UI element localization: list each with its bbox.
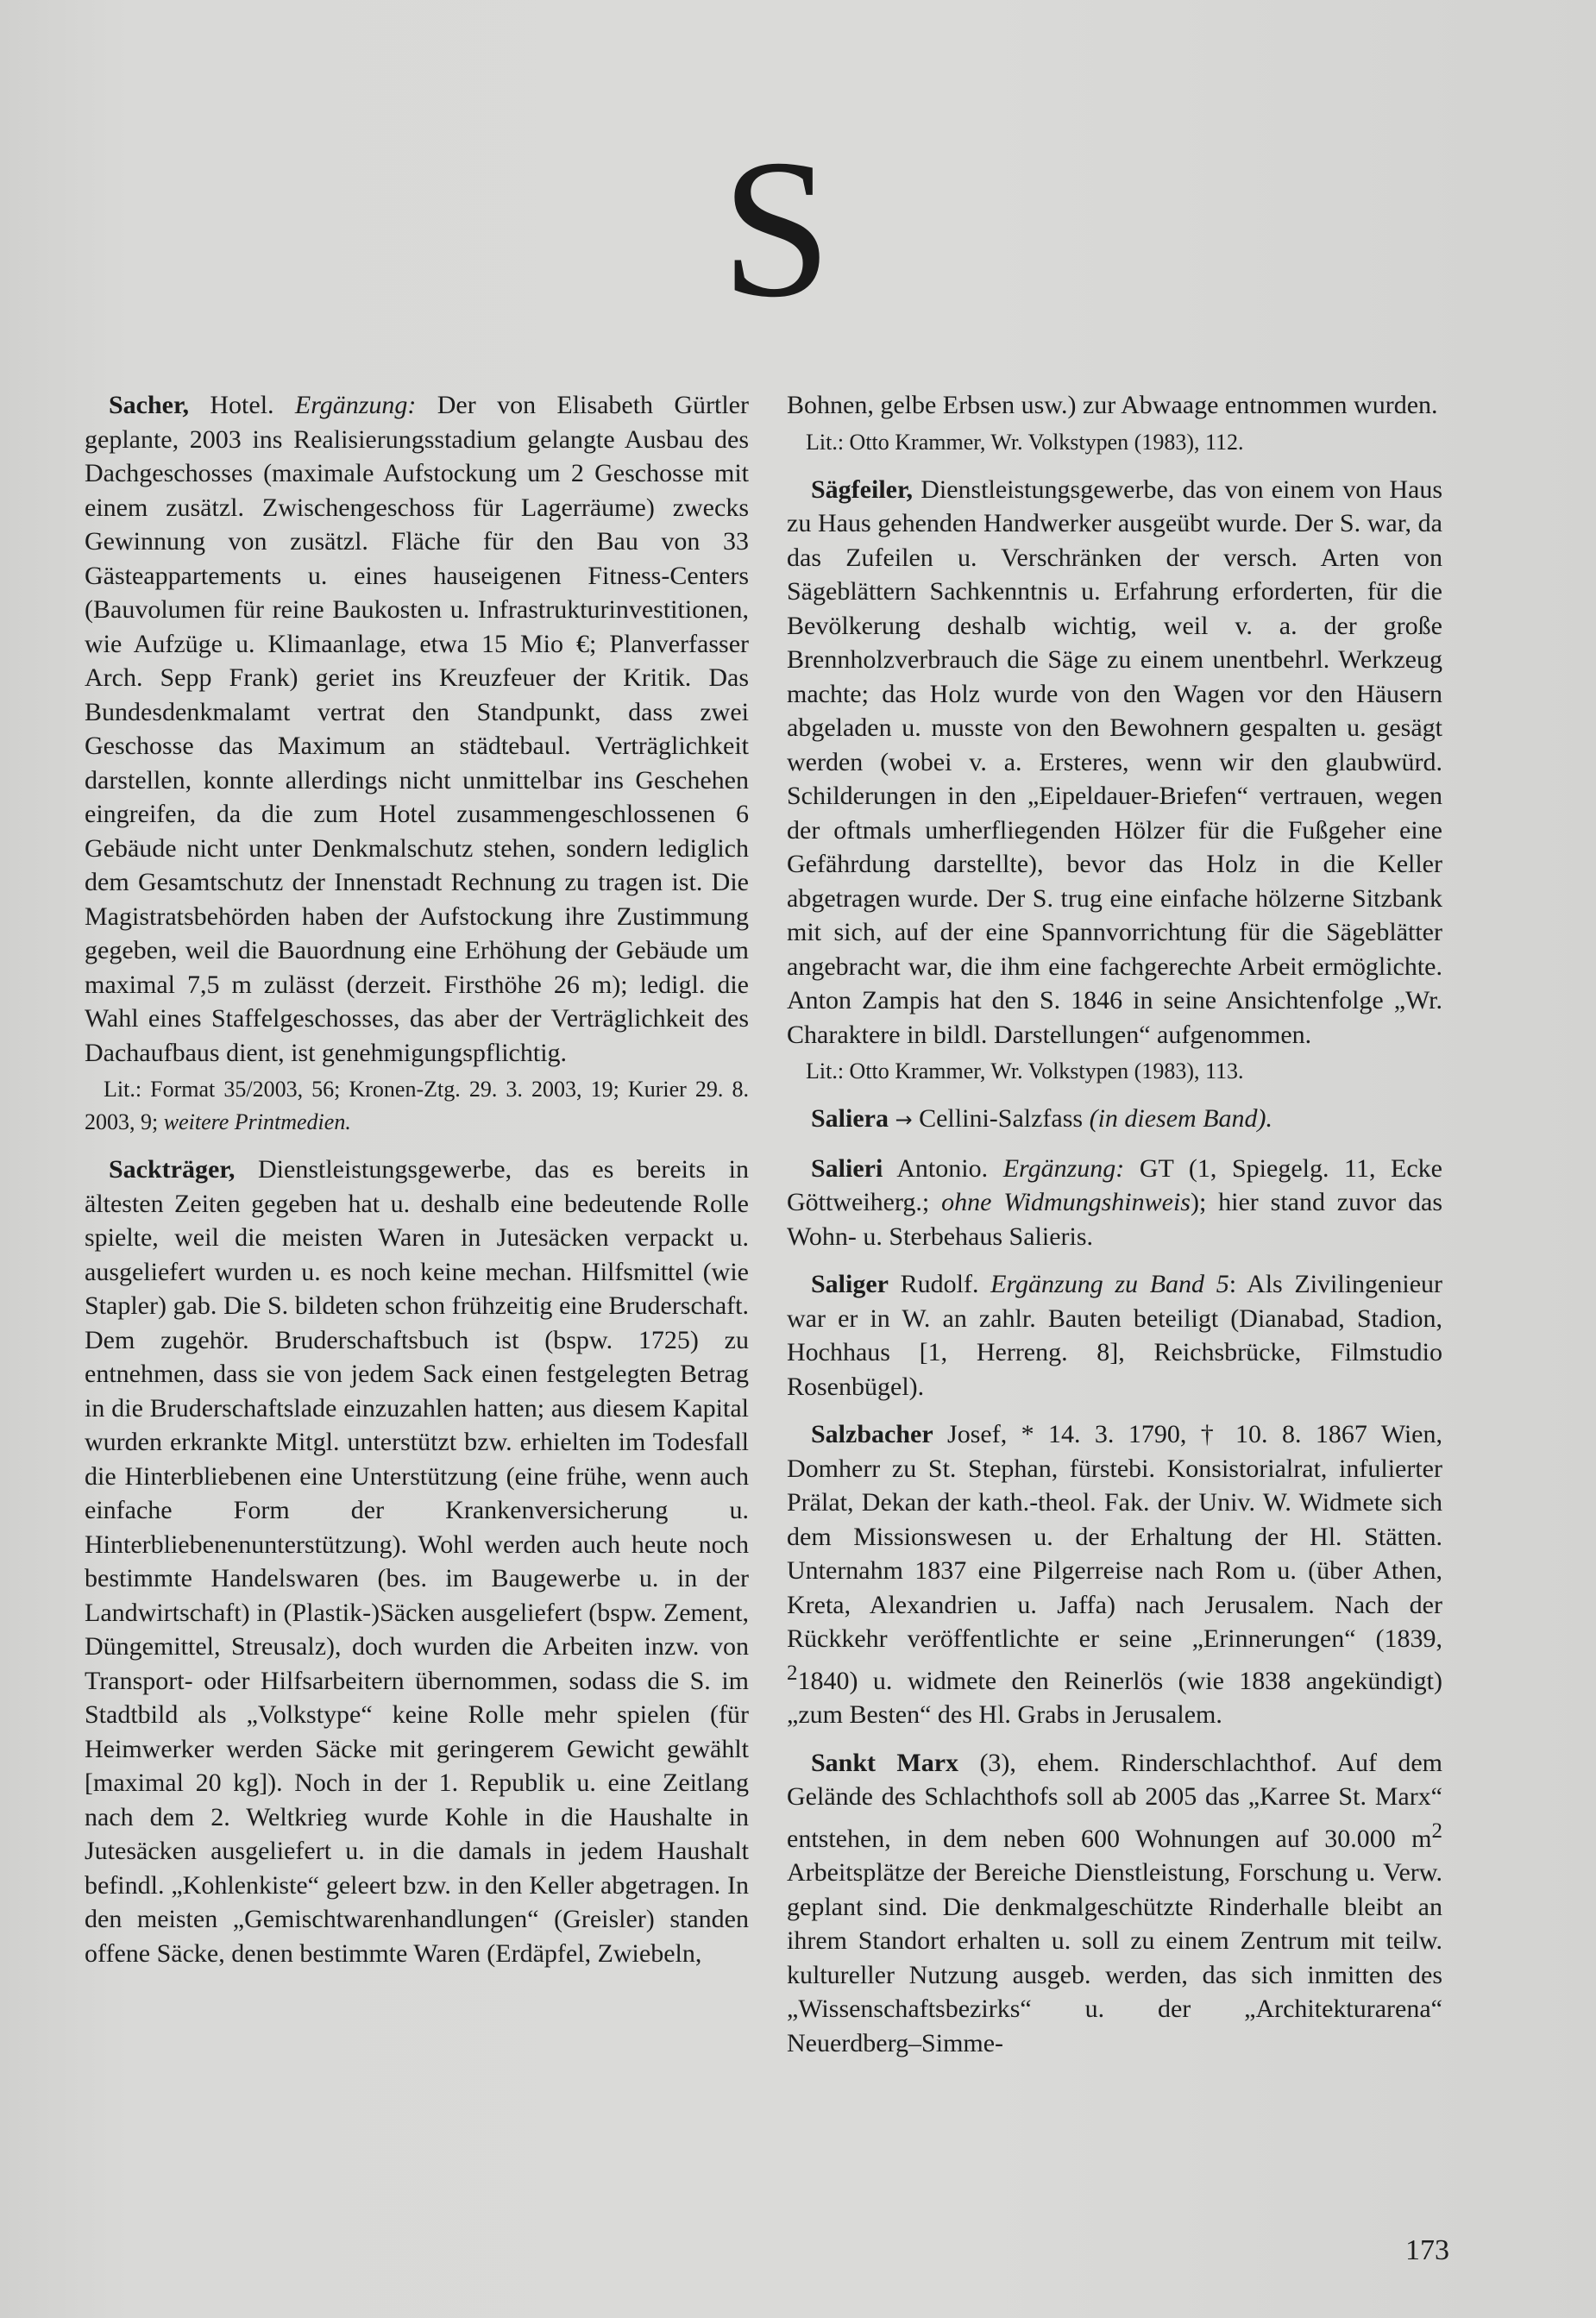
cross-reference-arrow-icon: → xyxy=(895,1108,913,1132)
headword: Sacher, xyxy=(109,391,190,419)
section-letter: S xyxy=(721,118,832,338)
headword: Salzbacher xyxy=(811,1420,933,1448)
entry-saliger: Saliger Rudolf. Ergänzung zu Band 5: Als Zivilingenieur war er in W. an zahlr. Bauten beteiligt (Dianabad, Stadion, Hochhaus [1, Herreng. 8], Reichsbrücke, Filmstudio Rosenbügel). xyxy=(787,1270,1442,1401)
literature-reference: Lit.: Otto Krammer, Wr. Volkstypen (1983), 113. xyxy=(806,1058,1244,1084)
entry-salieri: Salieri Antonio. Ergänzung: GT (1, Spiegelg. 11, Ecke Göttweiherg.; ohne Widmungshinweis); hier stand zuvor das Wohn- u. Sterbehaus Salieris. xyxy=(787,1153,1442,1251)
headword: Sackträger, xyxy=(109,1155,236,1184)
headword: Saliera xyxy=(811,1104,889,1133)
left-column xyxy=(85,388,749,1970)
entry-sankt-marx: Sankt Marx (3), ehem. Rinderschlachthof. Auf dem Gelände des Schlachthofs soll ab 2005 das „Karree St. Marx“ entstehen, in dem neben 600 Wohnungen auf 30.000 $m^2$ Arbeitsplätze der Bereiche Dienstleistung, Forschung u. Verw. geplant sind. Die denkmalgeschützte Rinderhalle bleibt an ihrem Standort erhalten u. soll zu einem Zentrum mit teilw. kultureller Nutzung ausgeb. werden, das sich inmitten des „Wissenschaftsbezirks“ u. der „Architekturarena“ Neuerdberg–Simme- xyxy=(787,1748,1442,2057)
literature-reference: Lit.: Format 35/2003, 56; Kronen-Ztg. 29. 3. 2003, 19; Kurier 29. 8. 2003, 9; weitere Printmedien. xyxy=(85,1077,749,1134)
entry-salzbacher: Salzbacher Josef, * 14. 3. 1790, † 10. 8. 1867 Wien, Domherr zu St. Stephan, fürstebi. Konsistorialrat, infulierter Prälat, Dekan der kath.-theol. Fak. der Univ. W. Widmete sich dem Missionswesen u. der Erhaltung der Hl. Stätten. Unternahm 1837 eine Pilgerreise nach Rom u. (über Athen, Kreta, Alexandrien u. Jaffa) nach Jerusalem. Nach der Rückkehr veröffentlichte er seine „Erinnerungen“ (1839, $^2$1840) u. widmete den Reinerlös (wie 1838 angekündigt) „zum Besten“ des Hl. Grabs in Jerusalem. xyxy=(787,1420,1442,1729)
entry-sacktraeger: Sackträger, Dienstleistungsgewerbe, das es bereits in ältesten Zeiten gegeben hat u. deshalb eine bedeutende Rolle spielte, weil die meisten Waren in Jutesäcken verpackt u. ausgeliefert wurden u. es noch keine mechan. Hilfsmittel (wie Stapler) gab. Die S. bildeten schon frühzeitig eine Bruderschaft. Dem zugehör. Bruderschaftsbuch ist (bspw. 1725) zu entnehmen, dass sie von jedem Sack einen festgelegten Betrag in die Bruderschaftslade einzuzahlen hatten; aus diesem Kapital wurden erkrankte Mitgl. unterstützt bzw. erhielten im Todesfall die Hinterbliebenen eine Unterstützung (eine frühe, wenn auch einfache Form der Krankenversicherung u. Hinterbliebenenunterstützung). Wohl werden auch heute noch bestimmte Handelswaren (bes. im Baugewerbe u. in der Landwirtschaft) in (Plastik-)Säcken ausgeliefert (bspw. Zement, Düngemittel, Streusalz), doch wurden die Arbeiten inzw. von Transport- oder Hilfsarbeitern übernommen, sodass die S. im Stadtbild als „Volkstype“ keine Rolle mehr spielen (für Heimwerker werden Säcke mit geringerem Gewicht gewählt [maximal 20 kg]). Noch in der 1. Republik u. eine Zeitlang nach dem 2. Weltkrieg wurde Kohle in die Haushalte in Jutesäcken ausgeliefert u. in die damals in jedem Haushalt befindl. „Kohlenkiste“ geleert bzw. in den Keller abgetragen. In den meisten „Gemischtwarenhandlungen“ (Greisler) standen offene Säcke, denen bestimmte Waren (Erdäpfel, Zwiebeln, xyxy=(85,1155,749,1968)
page-number: 173 xyxy=(1405,2234,1449,2266)
right-column xyxy=(787,388,1442,2060)
entry-sacktraeger-continued: Bohnen, gelbe Erbsen usw.) zur Abwaage entnommen wurden. xyxy=(787,391,1438,419)
headword: Sägfeiler, xyxy=(811,474,914,504)
headword: Sankt Marx xyxy=(811,1748,959,1777)
literature-reference: Lit.: Otto Krammer, Wr. Volkstypen (1983), 112. xyxy=(806,429,1244,455)
headword: Salieri xyxy=(811,1153,883,1183)
headword: Saliger xyxy=(811,1270,889,1298)
entry-sacher: Sacher, Hotel. Ergänzung: Der von Elisabeth Gürtler geplante, 2003 ins Realisierungsstadium gelangte Ausbau des Dachgeschosses (maximale Aufstockung um 2 Geschosse mit einem zusätzl. Zwischengeschoss für Lagerräume) zwecks Gewinnung von zusätzl. Fläche für den Bau von 33 Gästeappartements u. eines hauseigenen Fitness-Centers (Bauvolumen für reine Baukosten u. Infrastrukturinvestitionen, wie Aufzüge u. Klimaanlage, etwa 15 Mio €; Planverfasser Arch. Sepp Frank) geriet ins Kreuzfeuer der Kritik. Das Bundesdenkmalamt vertrat den Standpunkt, dass zwei Geschosse das Maximum an städtebaul. Verträglichkeit darstellen, konnte allerdings nicht unmittelbar ins Geschehen eingreifen, da die zum Hotel zusammengeschlossenen 6 Gebäude nicht unter Denkmalschutz stehen, sondern lediglich dem Gesamtschutz der Innenstadt Rechnung zu tragen ist. Die Magistratsbehörden haben der Aufstockung ihre Zustimmung gegeben, weil die Bauordnung eine Erhöhung der Gebäude um maximal 7,5 m zulässt (derzeit. Firsthöhe 26 m); ledigl. die Wahl eines Staffelgeschosses, das aber der Verträglichkeit des Dachaufbaus dient, ist genehmigungspflichtig. xyxy=(85,391,749,1067)
entry-saliera: Saliera → Cellini-Salzfass (in diesem Band). xyxy=(811,1104,1273,1133)
entry-saegfeiler: Sägfeiler, Dienstleistungsgewerbe, das von einem von Haus zu Haus gehenden Handwerker ausgeübt wurde. Der S. war, da das Zufeilen u. Verschränken der versch. Arten von Sägeblättern Sachkenntnis u. Erfahrung erforderten, für die Bevölkerung deshalb wichtig, weil v. a. der große Brennholzverbrauch die Säge zu einem unentbehrl. Werkzeug machte; das Holz wurde von den Wagen vor den Häusern abgeladen u. musste von den Bewohnern gespalten u. gesägt werden (wobei v. a. Ersteres, wenn wir den glaubwürd. Schilderungen in den „Eipeldauer-Briefen“ vertrauen, wegen der oftmals umherfliegenden Hölzer für die Fußgeher eine Gefährdung darstellte), bevor das Holz in die Keller abgetragen wurde. Der S. trug eine einfache hölzerne Sitzbank mit sich, auf der eine Spannvorrichtung für die Sägeblätter angebracht war, die ihm eine fachgerechte Arbeit ermöglichte. Anton Zampis hat den S. 1846 in seine Ansichtenfolge „Wr. Charaktere in bildl. Darstellungen“ aufgenommen. xyxy=(787,474,1442,1049)
